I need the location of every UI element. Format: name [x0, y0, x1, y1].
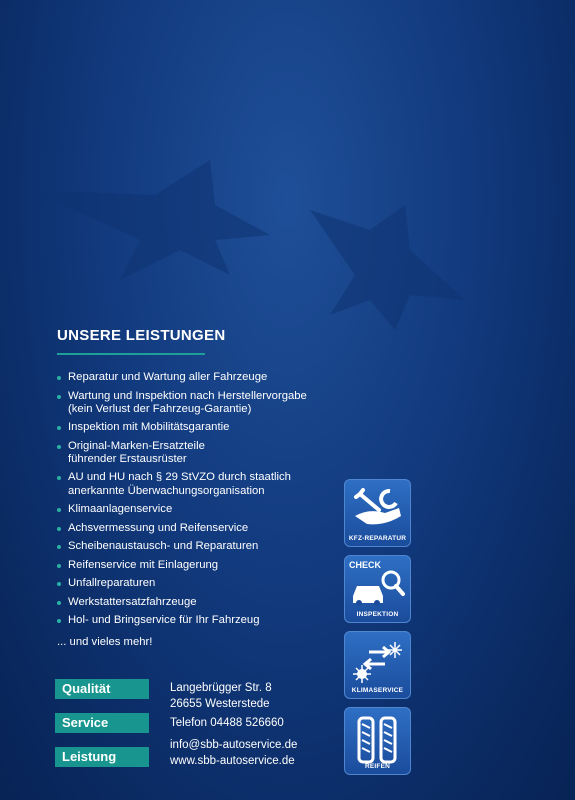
tile-climate	[344, 631, 411, 699]
email-link[interactable]: info@sbb-autoservice.de	[170, 739, 298, 751]
bullet-icon	[57, 582, 61, 586]
bullet-icon	[57, 508, 61, 512]
bullet-icon	[57, 426, 61, 430]
bullet-icon	[57, 601, 61, 605]
bullet-icon	[57, 564, 61, 568]
list-item: Klimaanlagenservice	[57, 503, 327, 516]
title-underline	[57, 353, 205, 355]
tile-inspection	[344, 555, 411, 623]
bullet-icon	[57, 476, 61, 480]
list-item: Reparatur und Wartung aller Fahrzeuge	[57, 371, 327, 384]
list-item: Achsvermessung und Reifenservice	[57, 522, 327, 535]
bullet-icon	[57, 619, 61, 623]
tile-tires-label: REIFEN	[364, 763, 391, 770]
bullet-icon	[57, 545, 61, 549]
bullet-icon	[57, 376, 61, 380]
list-item: Scheibenaustausch- und Reparaturen	[57, 540, 327, 553]
bullet-icon	[57, 527, 61, 531]
tile-climate-label: KLIMASERVICE	[351, 687, 404, 694]
address-block	[170, 680, 272, 712]
bullet-icon	[57, 445, 61, 449]
phone-number: Telefon 04488 526660	[170, 717, 284, 729]
badge-quality: Qualität	[55, 679, 149, 699]
website-link[interactable]: www.sbb-autoservice.de	[170, 755, 295, 767]
list-item: AU und HU nach § 29 StVZO durch staatlich anerkannte Überwachungsorganisation	[57, 471, 327, 497]
badge-performance: Leistung	[55, 747, 149, 767]
more-text: ... und vieles mehr!	[57, 636, 153, 648]
tile-repair-label: KFZ-REPARATUR	[348, 535, 407, 542]
list-item: Inspektion mit Mobilitätsgarantie	[57, 421, 327, 434]
section-title: UNSERE LEISTUNGEN	[57, 327, 226, 344]
list-item: Original-Marken-Ersatzteile führender Erstausrüster	[57, 440, 327, 466]
tile-repair	[344, 479, 411, 547]
list-item: Hol- und Bringservice für Ihr Fahrzeug	[57, 614, 327, 627]
tile-inspection-label: INSPEKTION	[356, 611, 399, 618]
badge-service: Service	[55, 713, 149, 733]
street-address: Langebrügger Str. 8	[170, 682, 272, 694]
list-item: Unfallreparaturen	[57, 577, 327, 590]
services-list	[57, 371, 327, 633]
list-item: Werkstattersatzfahrzeuge	[57, 596, 327, 609]
city-address: 26655 Westerstede	[170, 698, 270, 710]
bullet-icon	[57, 395, 61, 399]
check-label: CHECK	[349, 560, 382, 570]
list-item: Reifenservice mit Einlagerung	[57, 559, 327, 572]
tile-tires	[344, 707, 411, 775]
list-item: Wartung und Inspektion nach Herstellervorgabe (kein Verlust der Fahrzeug-Garantie)	[57, 390, 327, 416]
web-contact-block	[170, 737, 297, 769]
